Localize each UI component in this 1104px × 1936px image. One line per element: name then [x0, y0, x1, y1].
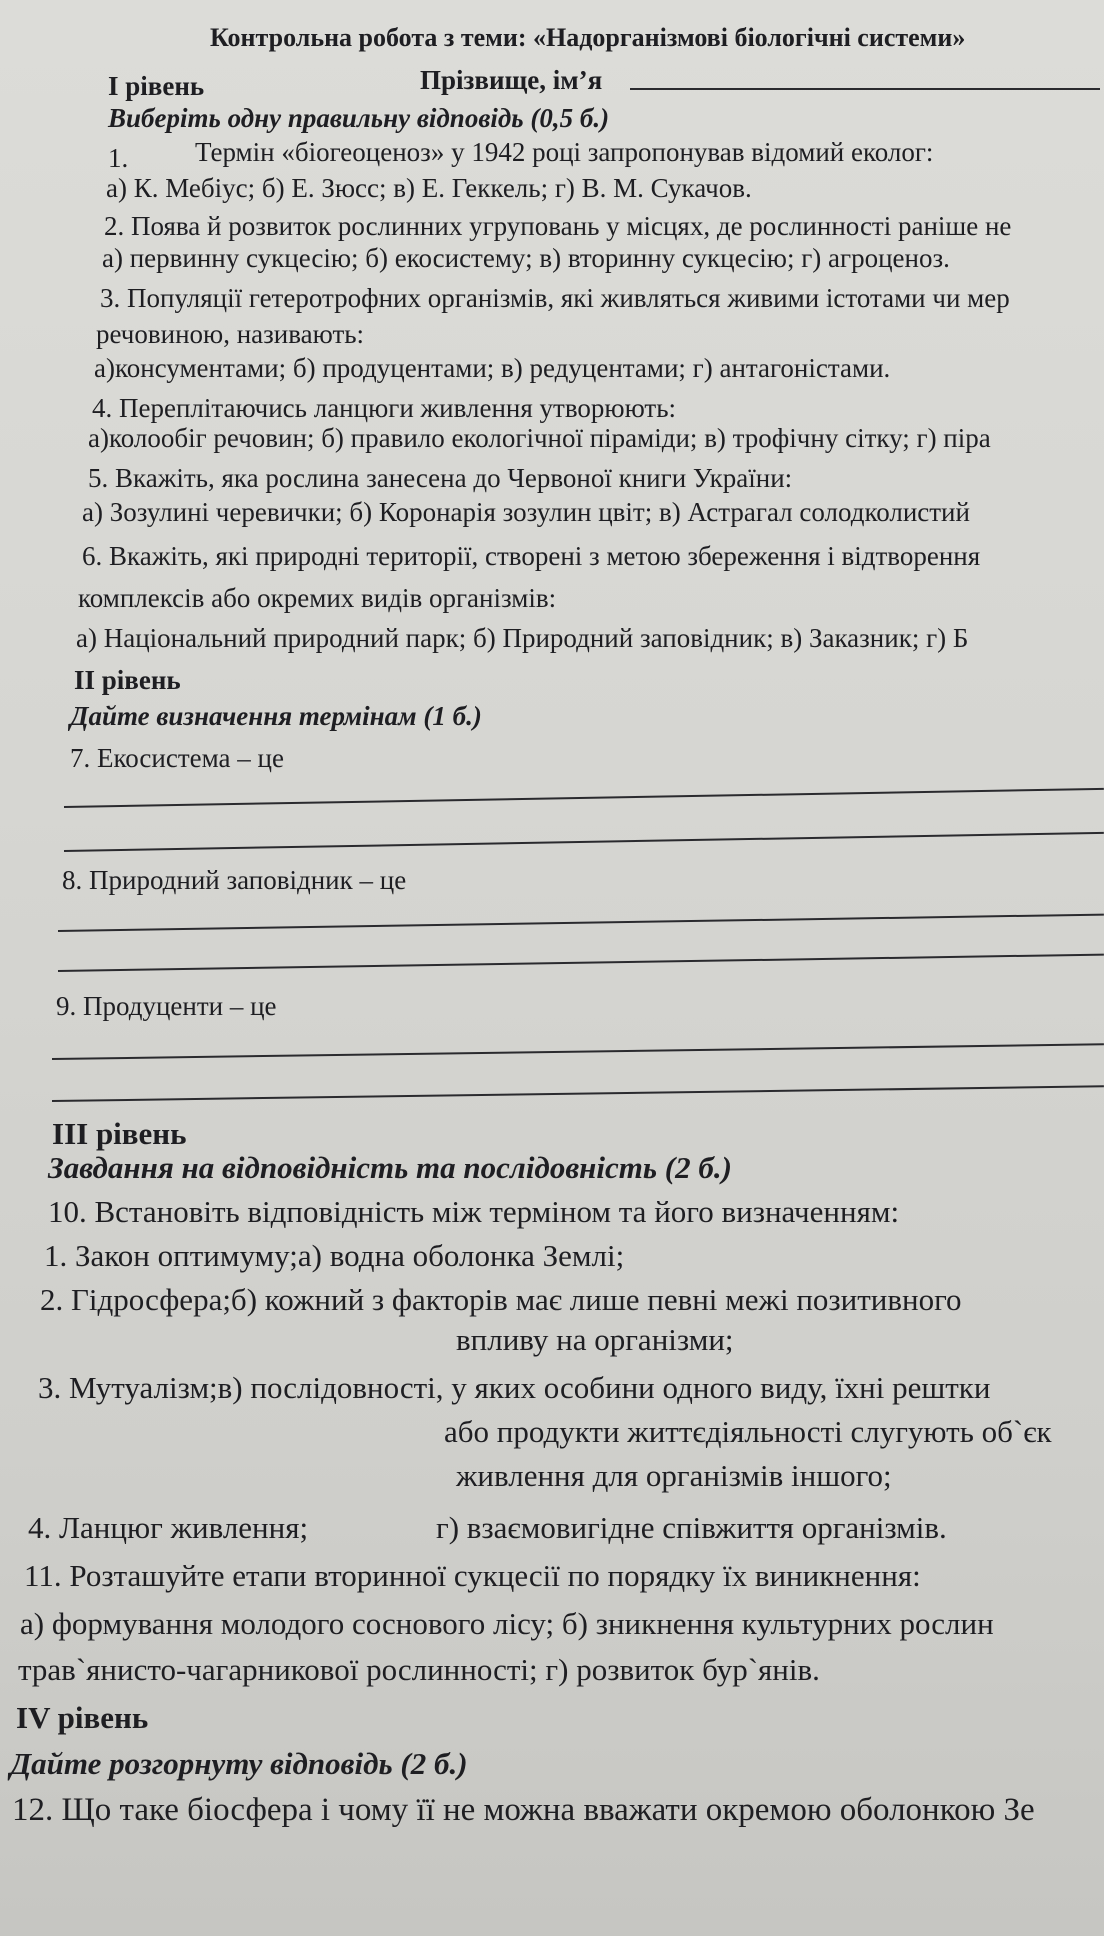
- level-4-heading: IV рівень: [16, 1700, 149, 1735]
- match-item-3-continued: або продукти життєдіяльності слугують об`єк: [444, 1414, 1052, 1449]
- q1-text: Термін «біогеоценоз» у 1942 році запропонував відомий еколог:: [195, 137, 934, 167]
- q1-number: 1.: [108, 143, 129, 173]
- q11-options-2: трав`янисто-чагарникової рослинності; г) розвиток бур`янів.: [18, 1652, 820, 1687]
- match-item-4-definition: г) взаємовигідне співжиття організмів.: [436, 1510, 947, 1545]
- q8-answer-line-2[interactable]: [58, 954, 1104, 972]
- match-item-2: 2. Гідросфера;б) кожний з факторів має лише певні межі позитивного: [40, 1282, 962, 1317]
- match-item-3: 3. Мутуалізм;в) послідовності, у яких особини одного виду, їхні рештки: [38, 1370, 991, 1405]
- q6-text-continued: комплексів або окремих видів організмів:: [78, 583, 557, 613]
- match-item-2-continued: впливу на організми;: [456, 1322, 734, 1357]
- level-3-instruction: Завдання на відповідність та послідовність (2 б.): [48, 1150, 732, 1185]
- q7-answer-line-1[interactable]: [64, 788, 1104, 808]
- q8-answer-line-1[interactable]: [58, 914, 1104, 932]
- level-2-instruction: Дайте визначення термінам (1 б.): [70, 701, 482, 731]
- q9-text: 9. Продуценти – це: [56, 991, 277, 1021]
- match-item-4-term: 4. Ланцюг живлення;: [28, 1510, 309, 1545]
- q5-options: а) Зозулині черевички; б) Коронарія зозулин цвіт; в) Астрагал солодколистий: [82, 497, 970, 527]
- name-label: Прізвище, ім’я: [420, 65, 603, 95]
- match-item-1: 1. Закон оптимуму;а) водна оболонка Землі;: [44, 1238, 625, 1273]
- q2-options: а) первинну сукцесію; б) екосистему; в) вторинну сукцесію; г) агроценоз.: [102, 243, 950, 273]
- level-4-instruction: Дайте розгорнуту відповідь (2 б.): [10, 1746, 468, 1781]
- q4-options: а)колообіг речовин; б) правило екологічної піраміди; в) трофічну сітку; г) піра: [88, 423, 991, 453]
- match-item-3-continued-2: живлення для організмів іншого;: [456, 1458, 892, 1493]
- q6-text: 6. Вкажіть, які природні території, створені з метою збереження і відтворення: [82, 541, 981, 571]
- level-3-heading: ІІІ рівень: [52, 1116, 187, 1151]
- q8-text: 8. Природний заповідник – це: [62, 865, 407, 895]
- q9-answer-line-1[interactable]: [52, 1043, 1104, 1060]
- q7-text: 7. Екосистема – це: [70, 743, 284, 773]
- level-1-instruction: Виберіть одну правильну відповідь (0,5 б.): [108, 103, 610, 133]
- q3-text-continued: речовиною, називають:: [96, 319, 365, 349]
- q9-answer-line-2[interactable]: [52, 1085, 1104, 1102]
- q4-text: 4. Переплітаючись ланцюги живлення утворюють:: [92, 393, 677, 423]
- q3-text: 3. Популяції гетеротрофних організмів, які живляться живими істотами чи мер: [100, 283, 1010, 313]
- q1-options: а) К. Мебіус; б) Е. Зюсс; в) Е. Геккель; г) В. М. Сукачов.: [106, 173, 752, 203]
- q12-text: 12. Що таке біосфера і чому її не можна вважати окремою оболонкою Зе: [12, 1792, 1035, 1828]
- q5-text: 5. Вкажіть, яка рослина занесена до Червоної книги України:: [88, 463, 793, 493]
- q6-options: а) Національний природний парк; б) Природний заповідник; в) Заказник; г) Б: [76, 623, 969, 653]
- level-1-heading: І рівень: [108, 71, 205, 101]
- q7-answer-line-2[interactable]: [64, 832, 1104, 852]
- q3-options: а)консументами; б) продуцентами; в) редуцентами; г) антагоністами.: [94, 353, 891, 383]
- q10-text: 10. Встановіть відповідність між терміном та його визначенням:: [48, 1194, 900, 1229]
- page-title: Контрольна робота з теми: «Надорганізмові біологічні системи»: [210, 23, 966, 52]
- name-input-line[interactable]: [630, 88, 1100, 90]
- level-2-heading: ІІ рівень: [74, 665, 181, 695]
- q2-text: 2. Поява й розвиток рослинних угруповань у місцях, де рослинності раніше не: [104, 211, 1012, 241]
- q11-text: 11. Розташуйте етапи вторинної сукцесії по порядку їх виникнення:: [24, 1558, 921, 1593]
- q11-options-1: а) формування молодого соснового лісу; б) зникнення культурних рослин: [20, 1606, 994, 1641]
